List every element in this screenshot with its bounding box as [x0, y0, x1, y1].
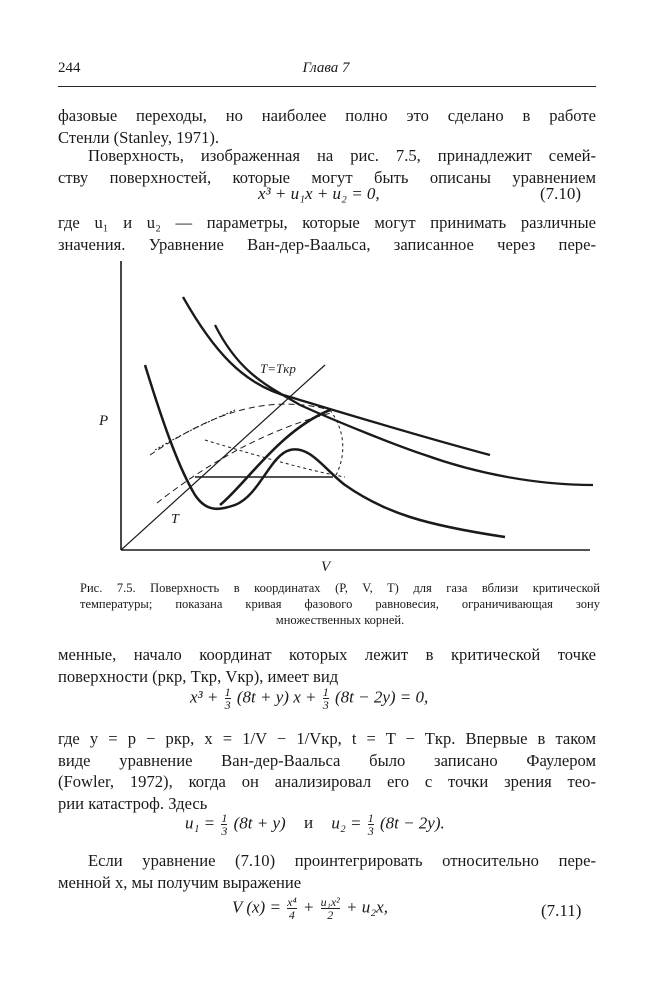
paragraph-1 [58, 105, 596, 148]
running-header [58, 60, 594, 82]
equation-number-7-11: (7.11) [541, 901, 582, 920]
text-line: виде уравнение Ван-дер-Ваальса было записано Фаулером [58, 750, 596, 770]
figure-caption [80, 580, 600, 628]
fraction [225, 686, 231, 711]
paragraph-3 [58, 212, 596, 255]
paragraph-4 [58, 644, 596, 687]
paragraph-2 [58, 145, 596, 188]
chapter-title: Глава 7 [302, 60, 350, 76]
denominator: 3 [221, 824, 228, 838]
numerator: 1 [322, 685, 329, 699]
fraction [287, 896, 297, 921]
van-der-waals-isotherm [145, 365, 505, 537]
text-line: где y = p − pкр, x = 1/V − 1/Vкр, t = T − Tкр. Впервые в таком [58, 729, 596, 748]
equation-vdw [190, 686, 428, 711]
header-rule [58, 86, 596, 87]
fraction [321, 896, 340, 921]
numerator: u₁x² [320, 895, 340, 909]
equation-number-7-10: (7.10) [540, 184, 582, 203]
dashed-projection-3 [205, 440, 345, 477]
isotherm-upper-right [300, 405, 593, 485]
eq-part: + [302, 897, 315, 917]
critical-temperature-label: T=Tкр [260, 361, 296, 376]
text-line: рии катастроф. Здесь [58, 793, 208, 813]
paragraph-6 [58, 850, 596, 893]
text-line: значения. Уравнение Ван-дер-Ваальса, записанное через пере- [58, 234, 596, 254]
eq-part: + u₂x, [346, 897, 388, 917]
denominator: 3 [367, 824, 374, 838]
numerator: 1 [367, 811, 374, 825]
text-line: Если уравнение (7.10) проинтегрировать относительно пере- [88, 851, 596, 870]
eq-part: u₁ = [185, 813, 216, 833]
eq-part: (8t + y) x + [236, 687, 317, 707]
dashed-projection-2 [157, 413, 331, 503]
caption-line: множественных корней. [275, 613, 405, 627]
fraction [368, 812, 374, 837]
text-line: где u₁ и u₂ — параметры, которые могут принимать различные [58, 213, 596, 232]
denominator: 4 [288, 908, 295, 922]
figure-7-5 [95, 255, 605, 580]
text-line: менной x, мы получим выражение [58, 872, 302, 892]
eq-part: (8t − 2y). [379, 813, 445, 833]
numerator: x⁴ [287, 895, 297, 909]
eq-part: u₂ = [331, 813, 362, 833]
eq-part: (8t + y) [233, 813, 286, 833]
eq-part: x³ + [190, 687, 219, 707]
text-line: фазовые переходы, но наиболее полно это сделано в работе [58, 106, 596, 125]
text-line: Стенли (Stanley, 1971). [58, 127, 220, 147]
caption-line: Рис. 7.5. Поверхность в координатах (P, V, T) для газа вблизи критической [80, 581, 600, 595]
eq-part: (8t − 2y) = 0, [334, 687, 429, 707]
equation-7-10: x³ + u₁x + u₂ = 0, [258, 184, 380, 203]
dashed-projection-1 [150, 404, 330, 455]
denominator: 3 [224, 698, 231, 712]
denominator: 2 [321, 908, 340, 921]
axis-label-v: V [321, 559, 331, 575]
isotherm-high [183, 297, 490, 455]
paragraph-5 [58, 728, 596, 814]
text-line: (Fowler, 1972), когда он анализировал его с точки зрения тео- [58, 772, 596, 791]
text-line: менные, начало координат которых лежит в критической точке [58, 645, 596, 664]
text-line: поверхности (pкр, Tкр, Vкр), имеет вид [58, 666, 339, 686]
fraction [323, 686, 329, 711]
axis-label-p: P [99, 413, 109, 429]
page-number: 244 [58, 60, 81, 76]
fraction [221, 812, 227, 837]
eq-part: и [303, 813, 314, 833]
denominator: 3 [322, 698, 329, 712]
axis-label-t: T [171, 512, 179, 527]
eq-part: V (x) = [232, 897, 281, 917]
text-line: Поверхность, изображенная на рис. 7.5, принадлежит семей- [88, 146, 596, 165]
equation-7-11 [232, 896, 388, 921]
text-line: ству поверхностей, которые могут быть описаны уравнением [58, 167, 596, 187]
numerator: 1 [221, 811, 228, 825]
numerator: 1 [224, 685, 231, 699]
caption-line: температуры; показана кривая фазового равновесия, ограничивающая зону [80, 597, 600, 611]
equation-u-params [185, 812, 445, 837]
